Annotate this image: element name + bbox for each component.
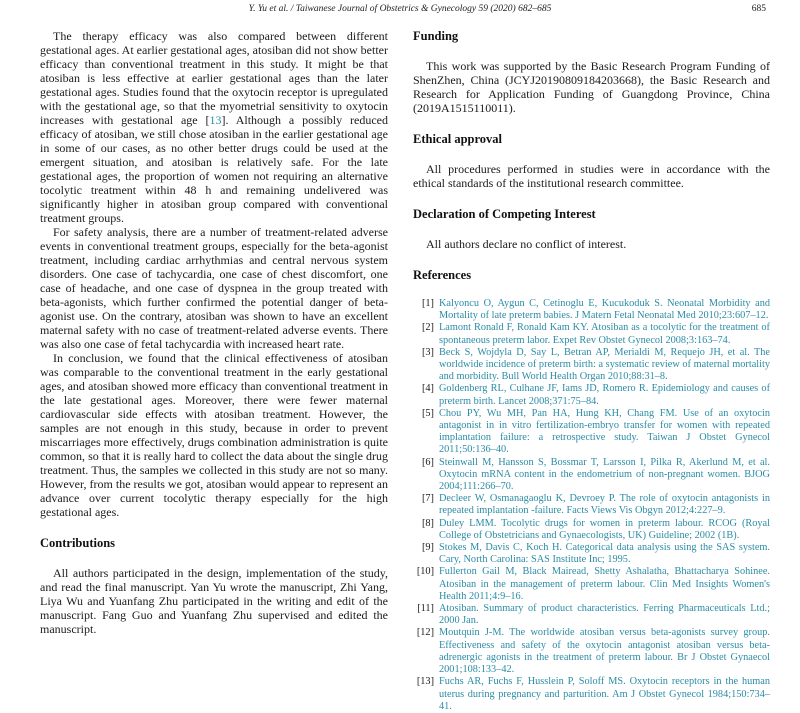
page-body — [0, 14, 800, 713]
left-column — [40, 29, 388, 713]
reference-number: [11] — [417, 603, 434, 615]
reference-item-9 — [413, 542, 770, 566]
reference-link[interactable]: Kalyoncu O, Aygun C, Cetinoglu E, Kucukoduk S. Neonatal Morbidity and Mortality of late preterm babies. J Matern Fetal Neonatal Med 2010;23:607–12. — [439, 298, 770, 322]
paragraph-safety-analysis: For safety analysis, there are a number of treatment-related adverse events in conventional treatment groups, especially for the beta-agonist treatment, including cardiac arrhythmias and central nervous system disorders. One case of tachycardia, one case of chest discomfort, one case of headache, and one case of dyspnea in the group treated with beta-agonists, which further confirmed the potential danger of beta-agonist use. On the contrary, atosiban was shown to have an excellent maternal safety with no case of treatment-related adverse events. There was also one case of fetal tachycardia with increased heart rate. — [40, 225, 388, 351]
reference-number: [8] — [421, 517, 434, 529]
reference-link[interactable]: Stokes M, Davis C, Koch H. Categorical data analysis using the SAS system. Cary, North Carolina: SAS Institute Inc; 1995. — [439, 542, 770, 566]
reference-link[interactable]: Goldenberg RL, Culhane JF, Iams JD, Romero R. Epidemiology and causes of preterm birth. Lancet 2008;371:75–84. — [439, 383, 770, 407]
reference-number: [3] — [421, 346, 434, 358]
reference-item-6 — [413, 457, 770, 494]
reference-item-1 — [413, 298, 770, 322]
reference-link[interactable]: Beck S, Wojdyla D, Say L, Betran AP, Merialdi M, Requejo JH, et al. The worldwide incidence of preterm birth: a systematic review of maternal mortality and morbidity. Bull World Health Organ 2010;88:31–8. — [439, 346, 770, 383]
reference-item-12 — [413, 627, 770, 676]
reference-item-8 — [413, 518, 770, 542]
right-column — [413, 29, 770, 713]
reference-link[interactable]: Atosiban. Summary of product characteristics. Ferring Pharmaceuticals Ltd.; 2000 Jan. — [439, 603, 770, 627]
reference-link[interactable]: Steinwall M, Hansson S, Bossmar T, Larsson I, Pilka R, Akerlund M, et al. Oxytocin mRNA content in the endometrium of non-pregnant women. BJOG 2004;111:266–70. — [439, 456, 770, 493]
paragraph-funding: This work was supported by the Basic Research Program Funding of ShenZhen, China (JCYJ20190809184203668), the Basic Research and Research for Application Funding of Guangdong Province, China (2019A1515110011). — [413, 59, 770, 115]
reference-item-5 — [413, 408, 770, 457]
reference-item-4 — [413, 383, 770, 407]
paragraph-text: The therapy efficacy was also compared between different gestational ages. At earlier gestational ages, atosiban did not show better efficacy than conventional treatment in this study. It might be that atosiban is less effective at earlier gestational ages than the later gestational ages. Studies found that the oxytocin receptor is upregulated with the gestational age, so that the myometrial sensitivity to oxytocin increases with gestational age [ — [40, 29, 388, 127]
reference-number: [13] — [416, 676, 434, 688]
paragraph-declaration: All authors declare no conflict of interest. — [426, 237, 627, 251]
reference-number: [5] — [421, 407, 434, 419]
reference-item-3 — [413, 347, 770, 384]
reference-item-13 — [413, 676, 770, 713]
paragraph-contributions: All authors participated in the design, implementation of the study, and read the final manuscript. Yan Yu wrote the manuscript, Zhi Yang, Liya Wu and Yuanfang Zhu participated in the writing and edit of the manuscript. Fang Guo and Yuanfang Zhu supervised and edited the manuscript. — [40, 566, 388, 636]
reference-link[interactable]: Lamont Ronald F, Ronald Kam KY. Atosiban as a tocolytic for the treatment of spontaneous preterm labor. Expet Rev Obstet Gynecol 2008;3:163–74. — [439, 322, 770, 346]
paragraph-therapy-efficacy — [40, 29, 388, 225]
reference-list — [413, 298, 770, 713]
reference-item-11 — [413, 603, 770, 627]
reference-number: [4] — [421, 383, 434, 395]
reference-number: [10] — [416, 566, 434, 578]
page-number: 685 — [751, 4, 766, 14]
running-head — [0, 0, 800, 14]
journal-running-title: Y. Yu et al. / Taiwanese Journal of Obstetrics & Gynecology 59 (2020) 682–685 — [248, 4, 552, 14]
reference-number: [7] — [421, 493, 434, 505]
section-heading-declaration: Declaration of Competing Interest — [413, 207, 596, 221]
reference-link[interactable]: Duley LMM. Tocolytic drugs for women in preterm labour. RCOG (Royal College of Obstetricians and Gynaecologists, UK) Guideline; 2002 (1B). — [439, 517, 770, 541]
paragraph-conclusion: In conclusion, we found that the clinical effectiveness of atosiban was comparable to the conventional treatment in the early gestational ages, and atosiban showed more efficacy than conventional treatment in the late gestational ages. Moreover, there were fewer maternal cardiovascular side effects with atosiban treatment. However, the samples are not enough in this study, because in order to prevent miscarriages more effectively, drugs combination administration is quite common, so that it is really hard to collect the data about the single drug treatment. Thus, the samples we collected in this study are not so many. However, from the results we got, atosiban would appear to represent an advance over current tocolytic therapy especially for the high gestational ages. — [40, 351, 388, 519]
section-heading-references: References — [413, 268, 472, 282]
reference-number: [1] — [421, 298, 434, 309]
section-heading-funding: Funding — [413, 29, 459, 43]
reference-number: [2] — [421, 322, 434, 334]
reference-link[interactable]: Chou PY, Wu MH, Pan HA, Hung KH, Chang FM. Use of an oxytocin antagonist in in vitro fertilization-embryo transfer for women with repeated implantation failure: a retrospective study. Taiwan J Obstet Gynecol 2011;50:136–40. — [439, 407, 770, 456]
reference-item-2 — [413, 322, 770, 346]
citation-link-13[interactable]: 13 — [209, 113, 222, 127]
paragraph-ethical-approval: All procedures performed in studies were in accordance with the ethical standards of the institutional research committee. — [413, 162, 770, 190]
reference-link[interactable]: Fullerton Gail M, Black Mairead, Shetty Ashalatha, Bhattacharya Sohinee. Atosiban in the management of preterm labour. Clin Med Insights Women's Health 2011;4:9–16. — [439, 566, 770, 602]
reference-number: [12] — [416, 627, 434, 639]
reference-item-10 — [413, 566, 770, 603]
section-heading-ethical-approval: Ethical approval — [413, 132, 503, 146]
reference-link[interactable]: Moutquin J-M. The worldwide atosiban versus beta-agonists survey group. Effectiveness and safety of the oxytocin antagonist atosiban versus beta-adrenergic agonists in the treatment of preterm labour. Br J Obstet Gynaecol 2001;108:133–42. — [439, 627, 770, 676]
reference-link[interactable]: Fuchs AR, Fuchs F, Husslein P, Soloff MS. Oxytocin receptors in the human uterus during pregnancy and parturition. Am J Obstet Gynecol 1984;150:734–41. — [439, 676, 770, 712]
reference-link[interactable]: Decleer W, Osmanagaoglu K, Devroey P. The role of oxytocin antagonists in repeated implantation -failure. Facts Views Vis Obgyn 2012;4:227–9. — [439, 493, 770, 517]
paragraph-text: ]. Although a possibly reduced efficacy of atosiban, we still chose atosiban in the earlier gestational age in some of our cases, as no other better drugs could be used at the emergent situation, and atosiban is relatively safe. For the late gestational ages, the proportion of women not requiring an alternative tocolytic treatment within 48 h and remaining undelivered was significantly higher in atosiban group compared with conventional treatment groups. — [40, 113, 388, 225]
reference-item-7 — [413, 493, 770, 517]
section-heading-contributions: Contributions — [40, 536, 116, 550]
reference-number: [6] — [421, 456, 434, 468]
reference-number: [9] — [421, 542, 434, 554]
